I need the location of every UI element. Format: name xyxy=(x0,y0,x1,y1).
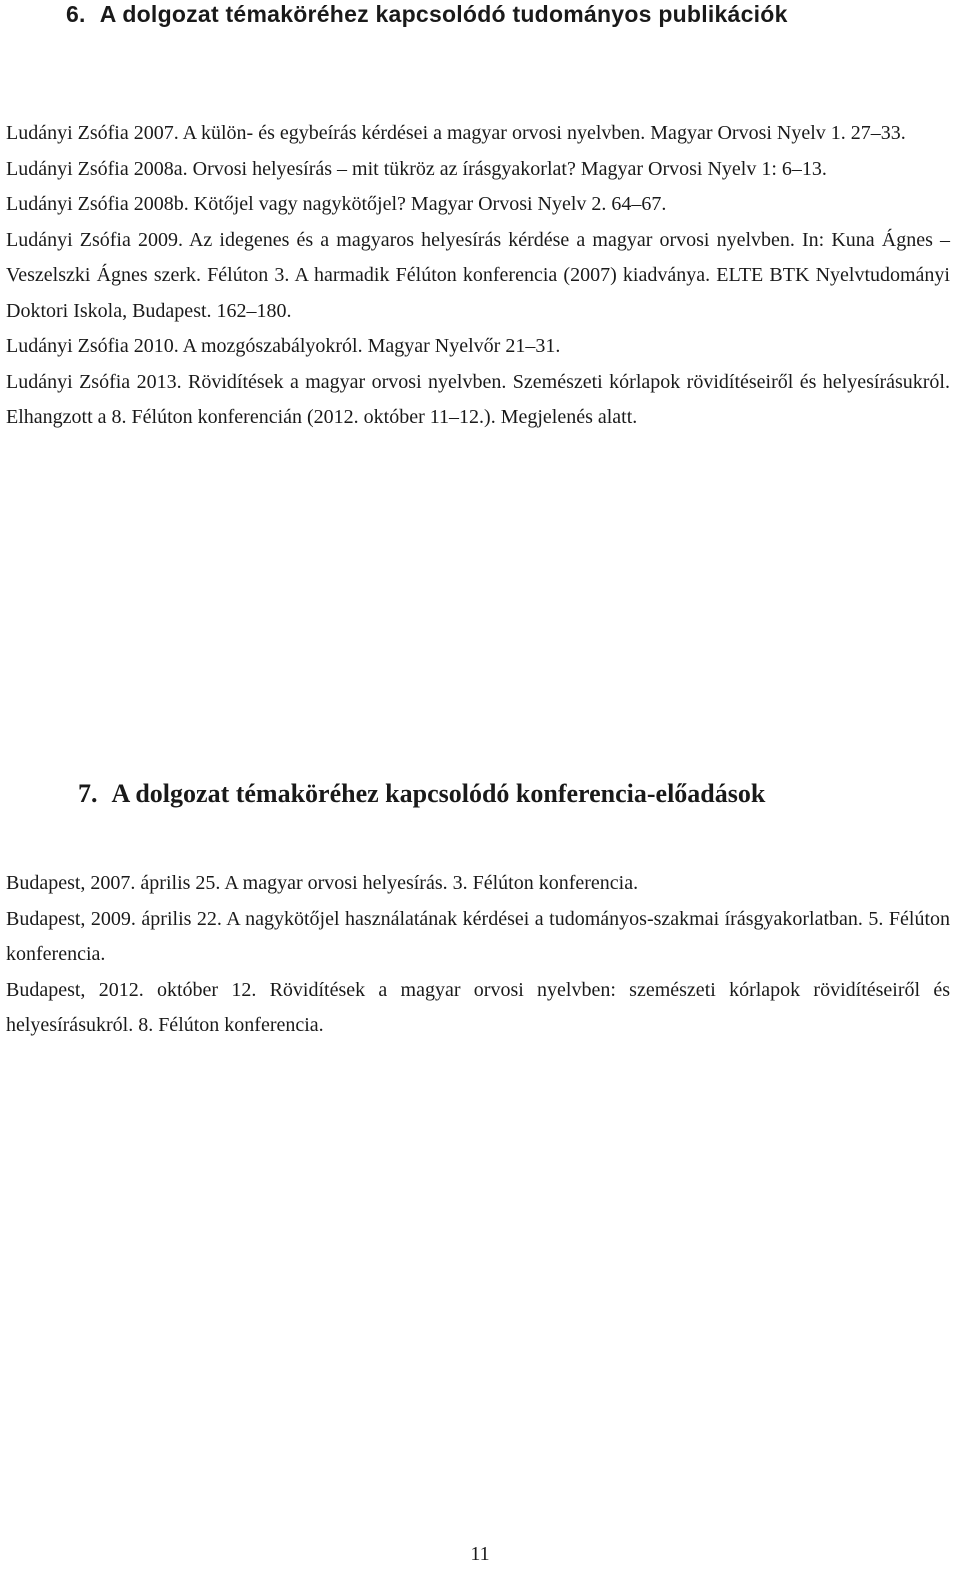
section-6-heading xyxy=(66,1,788,28)
section-6-number: 6. xyxy=(66,1,86,27)
section-7-title: A dolgozat témaköréhez kapcsolódó konferencia-előadások xyxy=(111,779,766,808)
publication-entry: Ludányi Zsófia 2013. Rövidítések a magyar orvosi nyelvben. Szemészeti kórlapok rövidítéseiről és helyesírásukról. Elhangzott a 8. Félúton konferencián (2012. október 11–12.). Megjelenés alatt. xyxy=(6,370,950,428)
section-7-number: 7. xyxy=(78,779,98,808)
publication-list xyxy=(6,116,950,436)
publication-entry: Ludányi Zsófia 2008b. Kötőjel vagy nagykötőjel? Magyar Orvosi Nyelv 2. 64–67. xyxy=(6,193,667,215)
conference-entry: Budapest, 2007. április 25. A magyar orvosi helyesírás. 3. Félúton konferencia. xyxy=(6,872,639,894)
page-number: 11 xyxy=(470,1543,490,1565)
conference-list xyxy=(6,866,950,1044)
publication-entry: Ludányi Zsófia 2009. Az idegenes és a magyaros helyesírás kérdése a magyar orvosi nyelvben. In: Kuna Ágnes – Veszelszki Ágnes szerk. Félúton 3. A harmadik Félúton konferencia (2007) kiadványa. ELTE BTK Nyelvtudományi Doktori Iskola, Budapest. 162–180. xyxy=(6,228,950,322)
publication-entry: Ludányi Zsófia 2010. A mozgószabályokról. Magyar Nyelvőr 21–31. xyxy=(6,335,561,357)
publication-entry: Ludányi Zsófia 2007. A külön- és egybeírás kérdései a magyar orvosi nyelvben. Magyar Orvosi Nyelv 1. 27–33. xyxy=(6,122,906,144)
section-7-heading xyxy=(78,779,765,809)
conference-entry: Budapest, 2009. április 22. A nagykötőjel használatának kérdései a tudományos-szakmai írásgyakorlatban. 5. Félúton konferencia. xyxy=(6,907,950,965)
conference-entry: Budapest, 2012. október 12. Rövidítések a magyar orvosi nyelvben: szemészeti kórlapok rövidítéseiről és helyesírásukról. 8. Félúton konferencia. xyxy=(6,978,950,1036)
section-6-title: A dolgozat témaköréhez kapcsolódó tudományos publikációk xyxy=(99,1,788,27)
publication-entry: Ludányi Zsófia 2008a. Orvosi helyesírás – mit tükröz az írásgyakorlat? Magyar Orvosi Nyelv 1: 6–13. xyxy=(6,157,827,180)
